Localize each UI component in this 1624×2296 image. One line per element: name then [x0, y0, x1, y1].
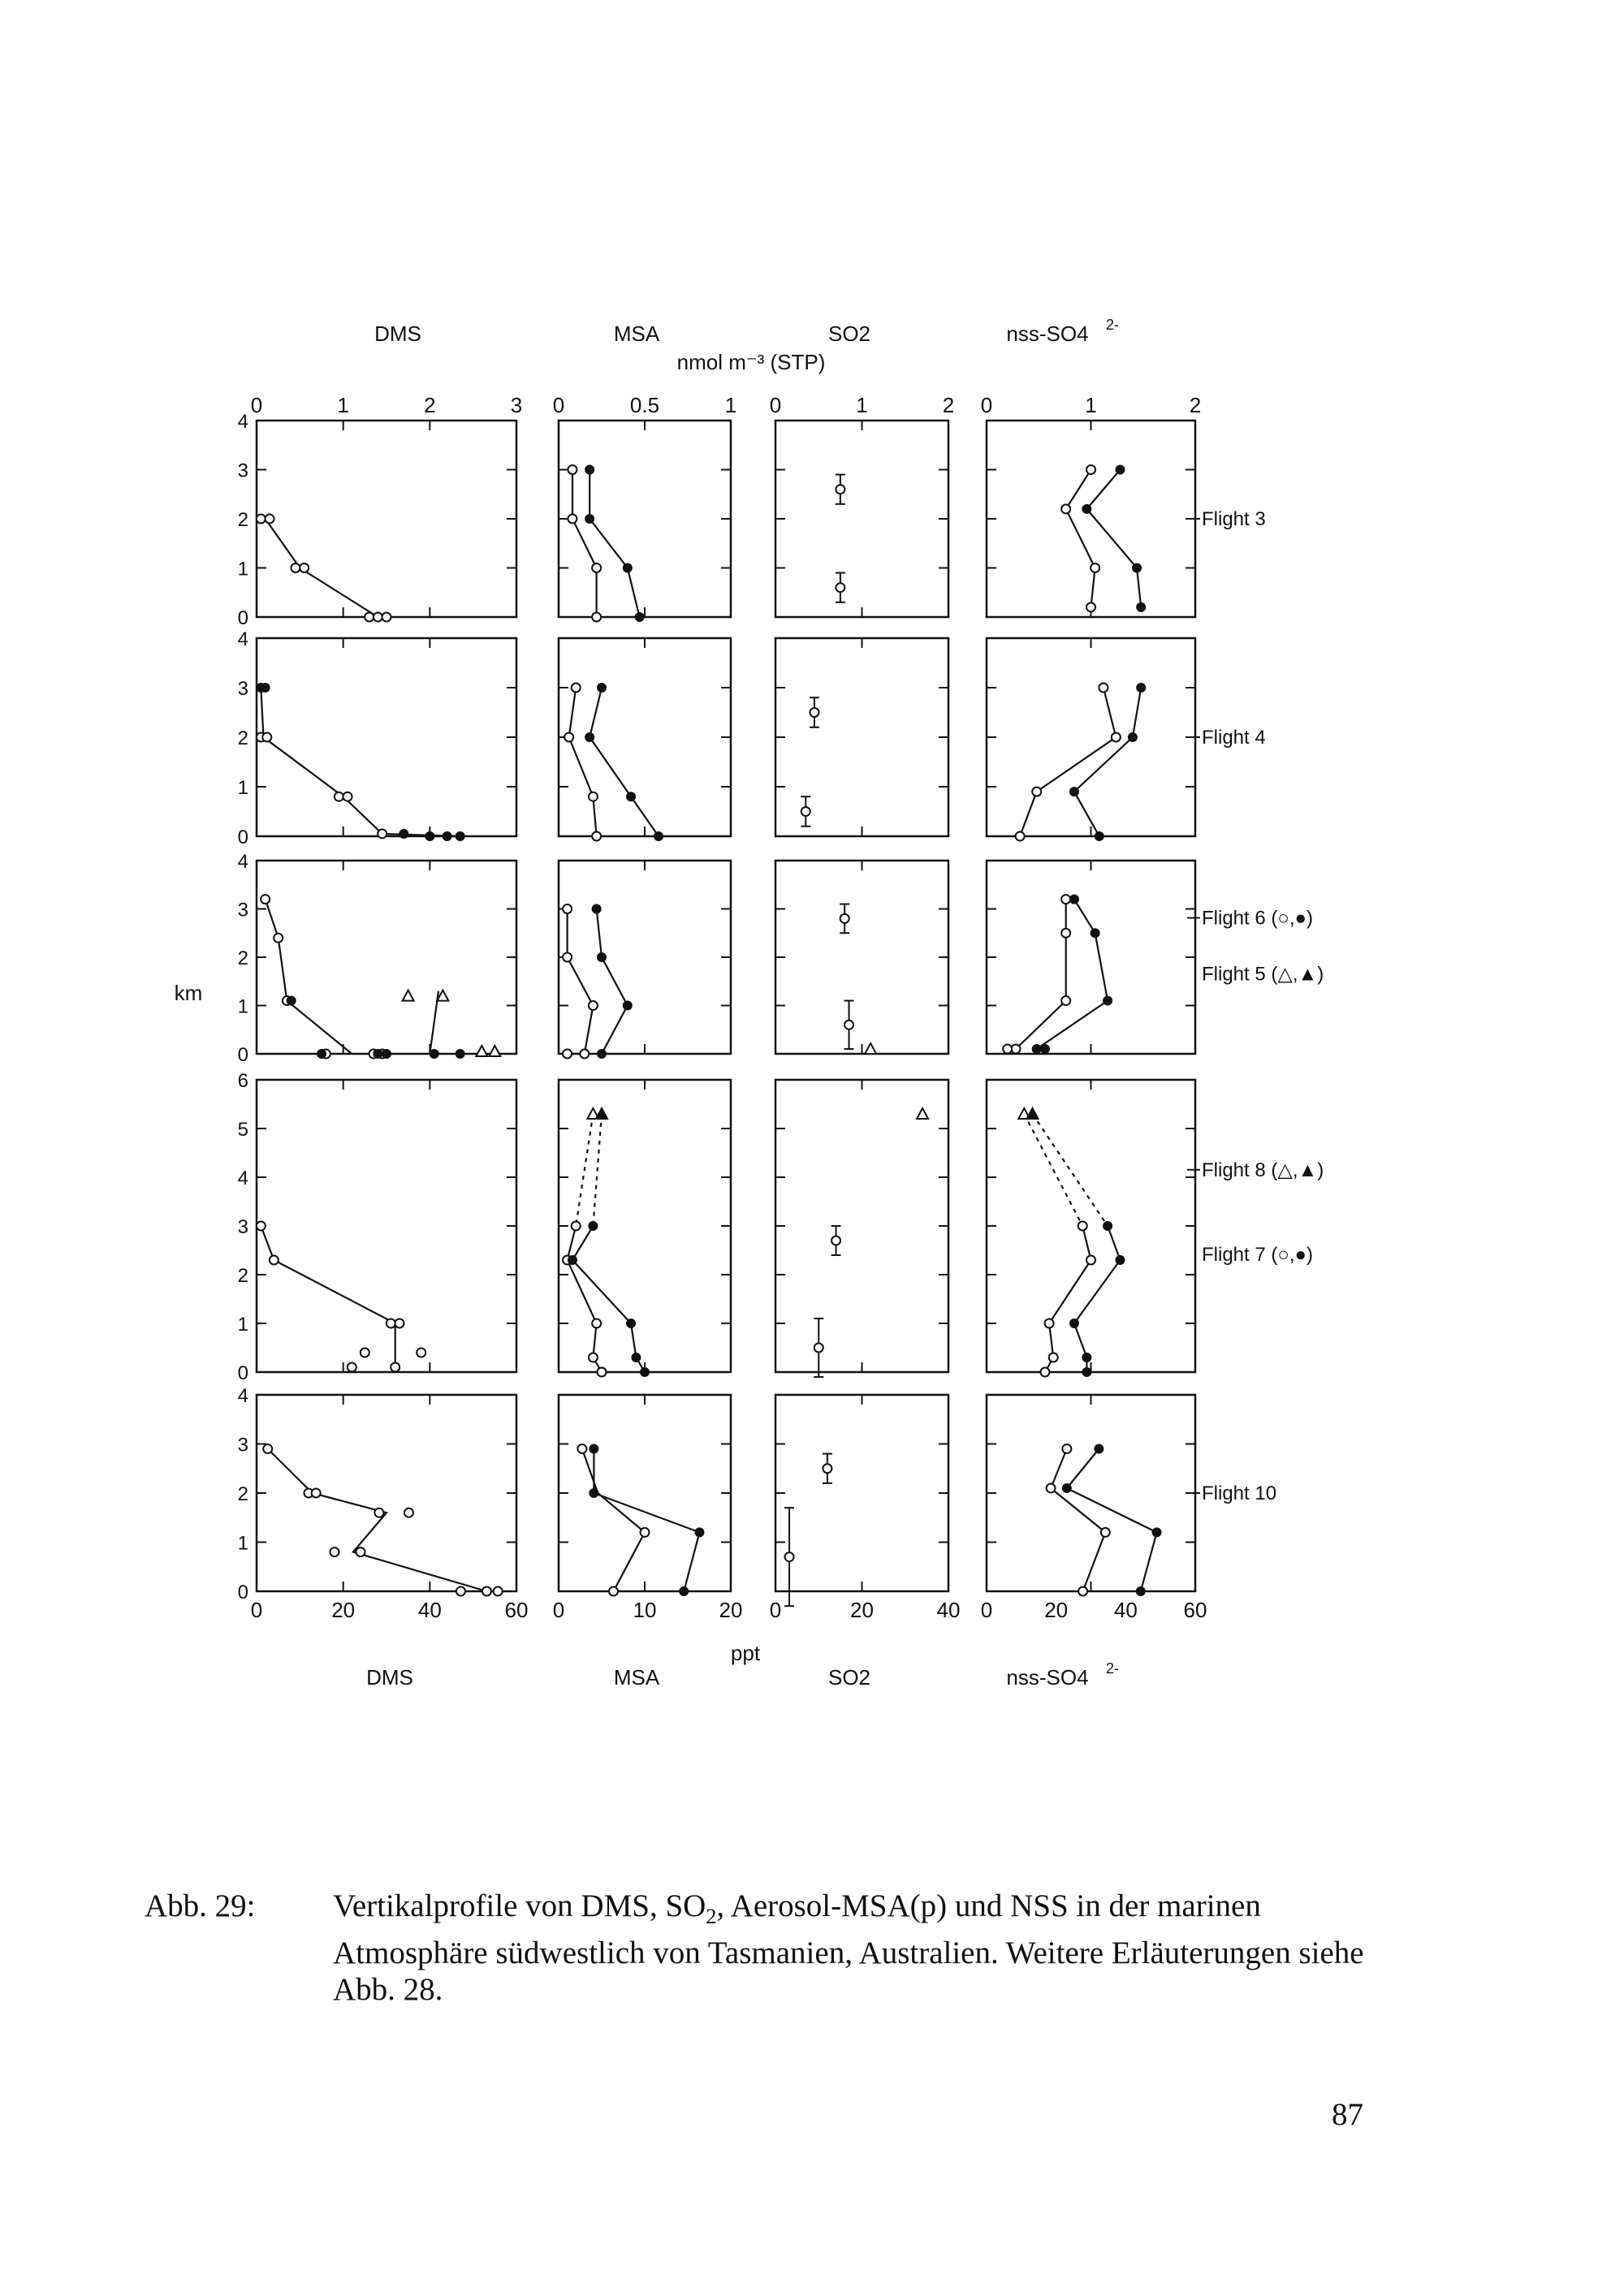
point-open-r0-dms-1: [266, 515, 274, 524]
row4-y-tick-1: 1: [237, 1532, 248, 1555]
point-open-r2-msa-0: [563, 904, 572, 913]
point-filled-r2-nss-0: [1069, 895, 1078, 904]
dashed-line-r3-msa-1: [593, 1114, 602, 1226]
row3-y-tick-4: 4: [237, 1167, 248, 1189]
series-line-filled-r4-nss: [1067, 1449, 1157, 1592]
point-triangle-filled-r3-nss-0: [1027, 1108, 1039, 1119]
row1-y-tick-3: 3: [237, 678, 248, 700]
point-filled-r0-msa-3: [635, 613, 644, 622]
point-open-r3-dms-0: [257, 1222, 266, 1231]
point-filled-r3-msa-4: [641, 1368, 650, 1377]
point-open-r1-msa-0: [572, 684, 581, 693]
series-line-open-r2-nss: [1008, 900, 1066, 1049]
series-line-open-r3-dms: [261, 1226, 395, 1367]
point-filled-r2-nss-1: [1091, 929, 1099, 938]
bottom-tick-nss-1: 20: [1044, 1598, 1069, 1622]
point-open-r4-nss-1: [1047, 1483, 1056, 1492]
point-filled-r3-nss-1: [1116, 1256, 1125, 1265]
point-open-r3-so2-0: [831, 1236, 840, 1245]
top-tick-dms-2: 2: [424, 393, 436, 417]
point-open-r2-msa-4: [563, 1050, 572, 1059]
top-tick-dms-1: 1: [337, 393, 349, 417]
caption-label: Abb. 29:: [145, 1888, 256, 1923]
row0-y-tick-3: 3: [237, 460, 248, 482]
point-open-r3-dms-6: [348, 1363, 356, 1372]
panel-frame-r2-msa: [559, 861, 731, 1054]
row3-y-tick-1: 1: [237, 1314, 248, 1336]
point-open-r0-so2-0: [836, 485, 844, 494]
series-line-open-r0-dms: [266, 519, 378, 617]
series-line-open-r3-msa: [568, 1226, 602, 1372]
point-open-r3-msa-2: [592, 1319, 601, 1328]
point-filled-r0-nss-2: [1133, 563, 1142, 572]
point-open-r2-dms-1: [274, 934, 283, 943]
bottom-tick-nss-0: 0: [980, 1598, 993, 1622]
point-open-r4-msa-2: [609, 1587, 618, 1596]
y-axis-label: km: [174, 981, 203, 1005]
row1-y-tick-4: 4: [237, 628, 248, 650]
point-filled-r2-dms-4: [430, 1050, 438, 1059]
point-triangle-filled-r3-msa-0: [596, 1108, 607, 1119]
point-open-r3-nss-4: [1040, 1368, 1049, 1377]
point-open-r2-dms-0: [261, 895, 270, 904]
point-open-r0-nss-3: [1086, 602, 1095, 611]
point-filled-r2-dms-2: [374, 1050, 382, 1059]
point-filled-r0-msa-0: [585, 465, 594, 474]
point-open-r0-dms-3: [300, 563, 309, 572]
bottom-header-dms: DMS: [366, 1665, 413, 1690]
point-open-r2-so2-1: [844, 1021, 853, 1029]
point-open-r4-dms-2: [312, 1489, 321, 1498]
point-filled-r4-msa-0: [590, 1444, 598, 1453]
point-open-r2-msa-2: [589, 1001, 598, 1010]
panel-frame-r4-nss: [987, 1395, 1195, 1591]
row3-y-tick-0: 0: [237, 1362, 248, 1384]
point-filled-r0-msa-2: [623, 563, 632, 572]
series-line-filled-r1-msa: [590, 688, 659, 836]
series-line-filled-r2-nss: [1037, 900, 1108, 1049]
point-filled-r3-msa-1: [568, 1256, 577, 1265]
top-tick-msa-2: 1: [724, 393, 737, 417]
series-line-filled-r0-nss: [1086, 470, 1141, 607]
panel-frame-r3-nss: [987, 1080, 1195, 1372]
point-open-r3-dms-2: [387, 1319, 395, 1328]
panel-frame-r0-msa: [559, 421, 731, 617]
point-open-r0-dms-2: [292, 563, 300, 572]
point-open-r2-msa-1: [563, 953, 572, 962]
bottom-tick-so2-2: 40: [936, 1598, 961, 1622]
point-filled-r3-nss-2: [1069, 1319, 1078, 1328]
point-open-r1-dms-3: [343, 792, 352, 801]
panel-frame-r3-msa: [559, 1080, 731, 1372]
point-open-r4-so2-1: [785, 1552, 794, 1561]
top-header-msa: MSA: [613, 322, 660, 346]
point-filled-r4-nss-3: [1136, 1587, 1145, 1596]
bottom-tick-nss-2: 40: [1113, 1598, 1138, 1622]
bottom-header-nss: nss-SO4: [1006, 1665, 1089, 1690]
point-open-r1-msa-1: [564, 733, 573, 742]
point-open-r2-nss-2: [1061, 996, 1070, 1005]
panel-frame-r4-so2: [775, 1395, 948, 1591]
row3-y-tick-3: 3: [237, 1216, 248, 1238]
point-open-r2-msa-3: [580, 1050, 589, 1059]
point-filled-r0-nss-1: [1082, 504, 1091, 513]
bottom-tick-dms-0: 0: [250, 1598, 263, 1622]
row2-y-tick-4: 4: [237, 851, 248, 873]
panel-frame-r2-dms: [257, 861, 516, 1054]
point-open-r4-nss-0: [1062, 1444, 1071, 1453]
point-filled-r1-dms-2: [400, 829, 408, 838]
bottom-tick-msa-1: 10: [633, 1598, 657, 1622]
series-line-filled-r4-msa: [594, 1449, 699, 1592]
bottom-header-msa: MSA: [613, 1665, 660, 1690]
point-open-r4-nss-2: [1101, 1528, 1110, 1537]
point-filled-r1-nss-0: [1137, 684, 1146, 693]
point-open-r1-so2-1: [801, 807, 810, 816]
point-filled-r1-nss-3: [1095, 832, 1104, 841]
row4-y-tick-2: 2: [237, 1483, 248, 1505]
row4-flight-label: Flight 10: [1202, 1482, 1277, 1504]
point-open-r4-dms-5: [330, 1547, 339, 1556]
panel-frame-r3-dms: [257, 1080, 516, 1372]
point-open-r3-so2-1: [814, 1344, 823, 1353]
panel-frame-r1-msa: [559, 638, 731, 836]
series-line-open-r0-nss: [1066, 470, 1095, 607]
point-open-r1-msa-3: [592, 832, 601, 841]
series-line-filled-r3-msa: [572, 1226, 645, 1372]
point-open-r3-nss-2: [1045, 1319, 1054, 1328]
point-filled-r2-dms-3: [382, 1050, 391, 1059]
row3-flight-label-2: Flight 7 (○,●): [1202, 1244, 1314, 1267]
point-triangle-open-r2-dms-2: [476, 1046, 487, 1056]
series-line-filled-r1-nss: [1074, 688, 1141, 836]
point-filled-r2-nss-3: [1032, 1045, 1041, 1054]
top-header-so2: SO2: [827, 322, 871, 346]
point-open-r3-dms-5: [417, 1349, 425, 1357]
point-filled-r3-nss-3: [1082, 1353, 1091, 1362]
point-filled-r2-dms-1: [317, 1050, 326, 1059]
point-open-r1-dms-1: [262, 733, 271, 742]
series-line-open-r0-msa: [572, 470, 597, 618]
point-triangle-open-r2-dms-0: [403, 990, 414, 1001]
point-open-r3-nss-0: [1078, 1222, 1087, 1231]
point-filled-r3-msa-2: [627, 1319, 636, 1328]
point-open-r1-dms-2: [335, 792, 343, 801]
point-open-r0-dms-0: [257, 515, 266, 524]
point-open-r0-msa-1: [568, 515, 577, 524]
row0-flight-label: Flight 3: [1202, 508, 1266, 530]
point-filled-r3-nss-4: [1082, 1368, 1091, 1377]
bottom-tick-dms-3: 60: [504, 1598, 529, 1622]
row3-y-tick-2: 2: [237, 1265, 248, 1287]
row4-y-tick-0: 0: [237, 1582, 248, 1603]
series-line-open-r1-dms: [261, 688, 460, 836]
row1-y-tick-2: 2: [237, 727, 248, 749]
panel-frame-r1-nss: [987, 638, 1195, 836]
bottom-header-nss-charge: 2-: [1106, 1660, 1120, 1677]
point-open-r0-so2-1: [836, 583, 844, 592]
row4-y-tick-3: 3: [237, 1434, 248, 1457]
point-filled-r1-nss-2: [1069, 788, 1078, 796]
point-filled-r4-msa-3: [680, 1587, 689, 1596]
row0-y-tick-1: 1: [237, 558, 248, 580]
bottom-tick-dms-2: 40: [417, 1598, 442, 1622]
panel-frame-r3-so2: [775, 1080, 948, 1372]
point-filled-r3-msa-0: [589, 1222, 598, 1231]
point-open-r0-nss-1: [1061, 504, 1070, 513]
panel-frame-r0-dms: [257, 421, 516, 617]
dashed-line-r3-nss-1: [1033, 1114, 1108, 1226]
point-filled-r0-nss-0: [1116, 465, 1125, 474]
row1-y-tick-1: 1: [237, 777, 248, 799]
row2-y-tick-1: 1: [237, 995, 248, 1018]
point-filled-r1-dms-1: [261, 684, 270, 693]
point-filled-r1-msa-3: [654, 832, 663, 841]
point-open-r4-dms-8: [482, 1587, 491, 1596]
point-open-r0-nss-2: [1091, 563, 1099, 572]
point-open-r1-nss-0: [1099, 684, 1108, 693]
point-open-r4-dms-9: [494, 1587, 503, 1596]
row2-y-tick-2: 2: [237, 947, 248, 969]
point-filled-r1-msa-1: [585, 733, 594, 742]
point-filled-r1-dms-5: [456, 832, 464, 841]
point-open-r0-msa-3: [592, 613, 601, 622]
row0-y-tick-0: 0: [237, 607, 248, 629]
row4-y-tick-4: 4: [237, 1385, 248, 1407]
point-open-r1-nss-3: [1016, 832, 1025, 841]
bottom-tick-so2-0: 0: [769, 1598, 782, 1622]
point-filled-r2-msa-1: [598, 953, 607, 962]
point-open-r4-dms-3: [374, 1508, 383, 1517]
row2-y-tick-3: 3: [237, 899, 248, 921]
point-open-r1-dms-4: [378, 829, 387, 838]
point-filled-r2-msa-2: [623, 1001, 632, 1010]
point-open-r0-dms-5: [374, 613, 382, 622]
point-filled-r0-msa-1: [585, 515, 594, 524]
point-open-r3-msa-0: [572, 1222, 581, 1231]
point-open-r4-dms-4: [404, 1508, 413, 1517]
top-tick-nss-2: 2: [1189, 393, 1202, 417]
point-open-r4-nss-3: [1078, 1587, 1087, 1596]
panel-frame-r2-nss: [987, 861, 1195, 1054]
point-filled-r4-nss-1: [1062, 1483, 1071, 1492]
series-line-open-r4-nss: [1051, 1449, 1105, 1592]
series-line-filled-r3-nss: [1074, 1226, 1121, 1372]
row2-flight-label: Flight 6 (○,●): [1202, 907, 1314, 930]
bottom-header-so2: SO2: [827, 1665, 871, 1690]
point-open-r2-nss-0: [1061, 895, 1070, 904]
point-open-r3-dms-1: [270, 1256, 279, 1265]
point-filled-r2-msa-0: [592, 904, 601, 913]
point-filled-r1-dms-3: [425, 832, 434, 841]
top-unit-label: nmol m⁻³ (STP): [676, 350, 826, 374]
point-open-r3-msa-3: [589, 1353, 598, 1362]
row3-y-tick-6: 6: [237, 1070, 248, 1092]
caption-text-part-2: , Aerosol-MSA(p) und NSS in der marinen Atmosphäre südwestlich von Tasmanien, Australien. Weitere Erläuterungen siehe Abb. 28.: [333, 1888, 1364, 2007]
point-triangle-open-r2-so2-0: [865, 1043, 876, 1054]
point-filled-r1-msa-0: [598, 684, 607, 693]
point-filled-r2-dms-0: [287, 996, 296, 1005]
point-open-r0-dms-6: [382, 613, 391, 622]
top-tick-nss-0: 0: [980, 393, 993, 417]
point-open-r4-dms-7: [456, 1587, 465, 1596]
point-filled-r2-msa-3: [598, 1050, 607, 1059]
series-line-open-r2-msa: [568, 909, 594, 1055]
caption-text-part-1: Vertikalprofile von DMS, SO: [333, 1888, 706, 1923]
panel-frame-r2-so2: [775, 861, 948, 1054]
series-line-open-r1-nss: [1020, 688, 1116, 836]
top-tick-so2-1: 1: [856, 393, 868, 417]
series-line-filled-r2-msa: [597, 909, 628, 1055]
bottom-tick-msa-0: 0: [552, 1598, 565, 1622]
point-filled-r4-msa-2: [695, 1528, 704, 1537]
caption-text: [333, 1888, 1389, 2008]
point-open-r4-dms-0: [263, 1444, 272, 1453]
point-triangle-open-r3-so2-0: [917, 1108, 928, 1119]
point-open-r2-nss-4: [1003, 1045, 1012, 1054]
top-tick-msa-1: 0.5: [629, 393, 660, 417]
row3-flight-label: Flight 8 (△,▲): [1202, 1159, 1324, 1181]
top-header-nss: nss-SO4: [1006, 322, 1089, 346]
point-open-r1-nss-2: [1032, 788, 1041, 796]
bottom-tick-dms-1: 20: [331, 1598, 356, 1622]
point-filled-r3-msa-3: [632, 1353, 641, 1362]
row3-y-tick-5: 5: [237, 1119, 248, 1141]
top-tick-so2-2: 2: [942, 393, 955, 417]
point-open-r4-dms-6: [356, 1547, 365, 1556]
point-open-r4-so2-0: [823, 1464, 831, 1473]
point-open-r2-nss-1: [1061, 929, 1070, 938]
point-filled-r4-nss-0: [1095, 1444, 1104, 1453]
top-header-dms: DMS: [374, 322, 421, 346]
panel-frame-r1-dms: [257, 638, 516, 836]
dashed-line-r3-msa-0: [576, 1114, 593, 1226]
row0-y-tick-2: 2: [237, 509, 248, 531]
point-triangle-open-r2-dms-3: [489, 1046, 500, 1056]
point-filled-r2-dms-5: [456, 1050, 464, 1059]
point-open-r4-msa-0: [577, 1444, 586, 1453]
point-open-r3-dms-3: [395, 1319, 404, 1328]
series-line-open-r4-msa: [582, 1449, 645, 1592]
point-open-r3-dms-7: [391, 1363, 400, 1372]
top-tick-dms-0: 0: [250, 393, 263, 417]
point-filled-r2-nss-4: [1040, 1045, 1049, 1054]
row0-y-tick-4: 4: [237, 411, 248, 433]
top-tick-dms-3: 3: [510, 393, 523, 417]
point-open-r3-nss-3: [1049, 1353, 1058, 1362]
point-filled-r0-nss-3: [1137, 602, 1146, 611]
point-filled-r1-msa-2: [627, 792, 636, 801]
series-line-open-r1-msa: [569, 688, 597, 836]
point-open-r0-msa-2: [592, 563, 601, 572]
point-open-r0-nss-0: [1086, 465, 1095, 474]
point-open-r0-dms-4: [365, 613, 374, 622]
row2-flight-label-2: Flight 5 (△,▲): [1202, 963, 1324, 986]
point-open-r1-so2-0: [810, 708, 818, 717]
point-open-r1-nss-1: [1112, 733, 1121, 742]
top-tick-msa-0: 0: [552, 393, 565, 417]
bottom-unit-label: ppt: [730, 1641, 761, 1665]
top-tick-nss-1: 1: [1085, 393, 1097, 417]
panel-frame-r4-msa: [559, 1395, 731, 1591]
point-filled-r4-nss-2: [1152, 1528, 1161, 1537]
row1-flight-label: Flight 4: [1202, 727, 1266, 749]
bottom-tick-so2-1: 20: [850, 1598, 874, 1622]
point-open-r3-nss-1: [1086, 1256, 1095, 1265]
point-open-r3-dms-4: [361, 1349, 369, 1357]
series-line-open-r4-dms: [268, 1449, 487, 1592]
bottom-tick-msa-2: 20: [719, 1598, 743, 1622]
panel-frame-r1-so2: [775, 638, 948, 836]
row2-y-tick-0: 0: [237, 1044, 248, 1066]
dashed-line-r3-nss-0: [1024, 1114, 1082, 1226]
panel-frame-r0-nss: [987, 421, 1195, 617]
point-open-r1-msa-2: [589, 792, 598, 801]
point-open-r3-msa-4: [598, 1368, 607, 1377]
point-open-r4-msa-1: [641, 1528, 650, 1537]
page-number: 87: [1332, 2097, 1363, 2132]
caption-text-sub: 2: [706, 1904, 717, 1928]
panel-frame-r0-so2: [775, 421, 948, 617]
bottom-tick-nss-3: 60: [1183, 1598, 1207, 1622]
point-filled-r3-nss-0: [1104, 1222, 1112, 1231]
point-open-r0-msa-0: [568, 465, 577, 474]
row1-y-tick-0: 0: [237, 826, 248, 848]
top-header-nss-charge: 2-: [1106, 317, 1120, 333]
point-filled-r4-msa-1: [590, 1489, 598, 1498]
point-filled-r1-nss-1: [1128, 733, 1137, 742]
series-line-open-r2-dms: [266, 900, 352, 1054]
top-tick-so2-0: 0: [769, 393, 782, 417]
point-filled-r1-dms-4: [443, 832, 451, 841]
point-filled-r2-nss-2: [1104, 996, 1112, 1005]
point-open-r2-so2-0: [840, 914, 849, 923]
